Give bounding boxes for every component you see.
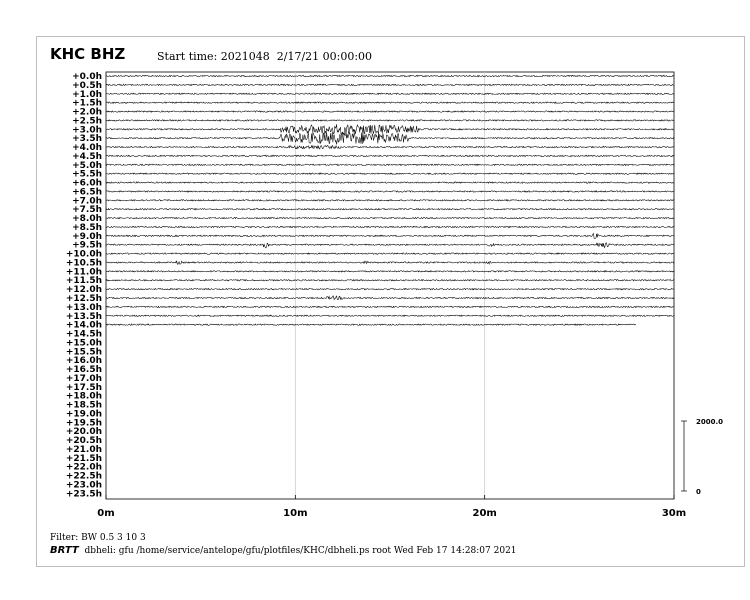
row-label: +20.5h xyxy=(65,436,102,447)
row-label: +12.5h xyxy=(65,294,102,304)
row-label: +7.5h xyxy=(72,205,102,216)
row-label: +4.5h xyxy=(72,151,102,162)
trace-row xyxy=(106,93,674,94)
trace-row xyxy=(106,111,674,112)
row-label: +19.5h xyxy=(65,418,102,429)
trace-row xyxy=(106,271,674,272)
trace-row xyxy=(106,120,674,121)
plot-border xyxy=(106,72,674,499)
trace-row xyxy=(106,200,674,201)
row-label: +2.5h xyxy=(72,116,102,127)
seismic-traces xyxy=(106,75,674,325)
row-label: +6.0h xyxy=(72,178,102,189)
trace-row xyxy=(106,324,636,325)
trace-row xyxy=(106,253,674,254)
row-label: +8.0h xyxy=(72,214,102,225)
trace-row xyxy=(106,145,674,149)
trace-row xyxy=(106,173,674,174)
row-label: +14.0h xyxy=(65,320,102,331)
row-label: +5.5h xyxy=(72,169,102,180)
row-label: +21.0h xyxy=(65,444,102,455)
trace-row xyxy=(106,226,674,227)
row-label: +2.0h xyxy=(72,107,102,118)
row-label: +0.0h xyxy=(72,72,102,82)
scale-bar-label: 2000.0 xyxy=(696,418,724,426)
org-logo-text: BRTT xyxy=(50,545,79,556)
row-label: +14.5h xyxy=(65,329,102,340)
trace-row xyxy=(106,102,674,103)
row-label: +8.5h xyxy=(72,222,102,233)
trace-row xyxy=(106,296,674,300)
row-label: +9.0h xyxy=(72,231,102,242)
trace-row xyxy=(106,132,674,145)
row-label: +9.5h xyxy=(72,240,102,251)
row-label: +6.5h xyxy=(72,187,102,198)
footer-info xyxy=(50,545,517,556)
y-axis-row-labels xyxy=(66,72,102,499)
row-label: +11.5h xyxy=(65,276,102,287)
trace-row xyxy=(106,124,674,134)
row-label: +3.5h xyxy=(72,134,102,145)
row-label: +20.0h xyxy=(65,427,102,438)
row-label: +3.0h xyxy=(72,125,102,136)
trace-row xyxy=(106,164,674,165)
footer-command: dbheli: gfu /home/service/antelope/gfu/plotfiles/KHC/dbheli.ps root Wed Feb 17 14:28:07 2021 xyxy=(84,546,517,556)
x-axis-ticks xyxy=(97,72,686,519)
row-label: +13.0h xyxy=(65,302,102,313)
row-label: +16.0h xyxy=(65,356,102,367)
trace-row xyxy=(106,191,674,192)
trace-row xyxy=(106,306,674,307)
trace-row xyxy=(106,155,674,156)
row-label: +10.0h xyxy=(65,249,102,260)
row-label: +17.0h xyxy=(65,373,102,384)
station-title: KHC BHZ xyxy=(50,45,126,63)
filter-info: Filter: BW 0.5 3 10 3 xyxy=(50,533,146,543)
plot-axes xyxy=(106,72,674,499)
trace-row xyxy=(106,288,674,289)
x-tick-label: 30m xyxy=(661,508,687,519)
row-label: +1.0h xyxy=(72,89,102,100)
row-label: +12.0h xyxy=(65,285,102,296)
row-label: +22.0h xyxy=(65,462,102,473)
row-label: +21.5h xyxy=(65,453,102,464)
trace-row xyxy=(106,209,674,210)
row-label: +15.0h xyxy=(65,338,102,349)
row-label: +7.0h xyxy=(72,196,102,207)
trace-row xyxy=(106,243,674,248)
row-label: +17.5h xyxy=(65,382,102,393)
row-label: +11.0h xyxy=(65,267,102,278)
row-label: +18.0h xyxy=(65,391,102,402)
row-label: +23.5h xyxy=(65,489,102,500)
row-label: +22.5h xyxy=(65,471,102,482)
scale-bar-label: 0 xyxy=(696,488,701,496)
row-label: +15.5h xyxy=(65,347,102,358)
row-label: +4.0h xyxy=(72,143,102,154)
trace-row xyxy=(106,182,674,183)
x-tick-label: 10m xyxy=(283,508,308,519)
row-label: +19.0h xyxy=(65,409,102,420)
row-label: +10.5h xyxy=(65,258,102,269)
x-tick-label: 20m xyxy=(472,508,497,519)
row-label: +23.0h xyxy=(65,480,102,491)
row-label: +13.5h xyxy=(65,311,102,322)
trace-row xyxy=(106,280,674,281)
trace-row xyxy=(106,84,674,85)
x-tick-label: 0m xyxy=(97,508,115,519)
amplitude-scale-bar xyxy=(681,418,723,496)
row-label: +16.5h xyxy=(65,365,102,376)
row-label: +1.5h xyxy=(72,98,102,109)
trace-row xyxy=(106,75,674,76)
trace-row xyxy=(106,233,674,238)
trace-row xyxy=(106,315,674,316)
row-label: +5.0h xyxy=(72,160,102,171)
trace-row xyxy=(106,217,674,218)
start-time: Start time: 2021048 2/17/21 00:00:00 xyxy=(157,50,373,63)
row-label: +18.5h xyxy=(65,400,102,411)
row-label: +0.5h xyxy=(72,80,102,91)
trace-row xyxy=(106,261,674,265)
